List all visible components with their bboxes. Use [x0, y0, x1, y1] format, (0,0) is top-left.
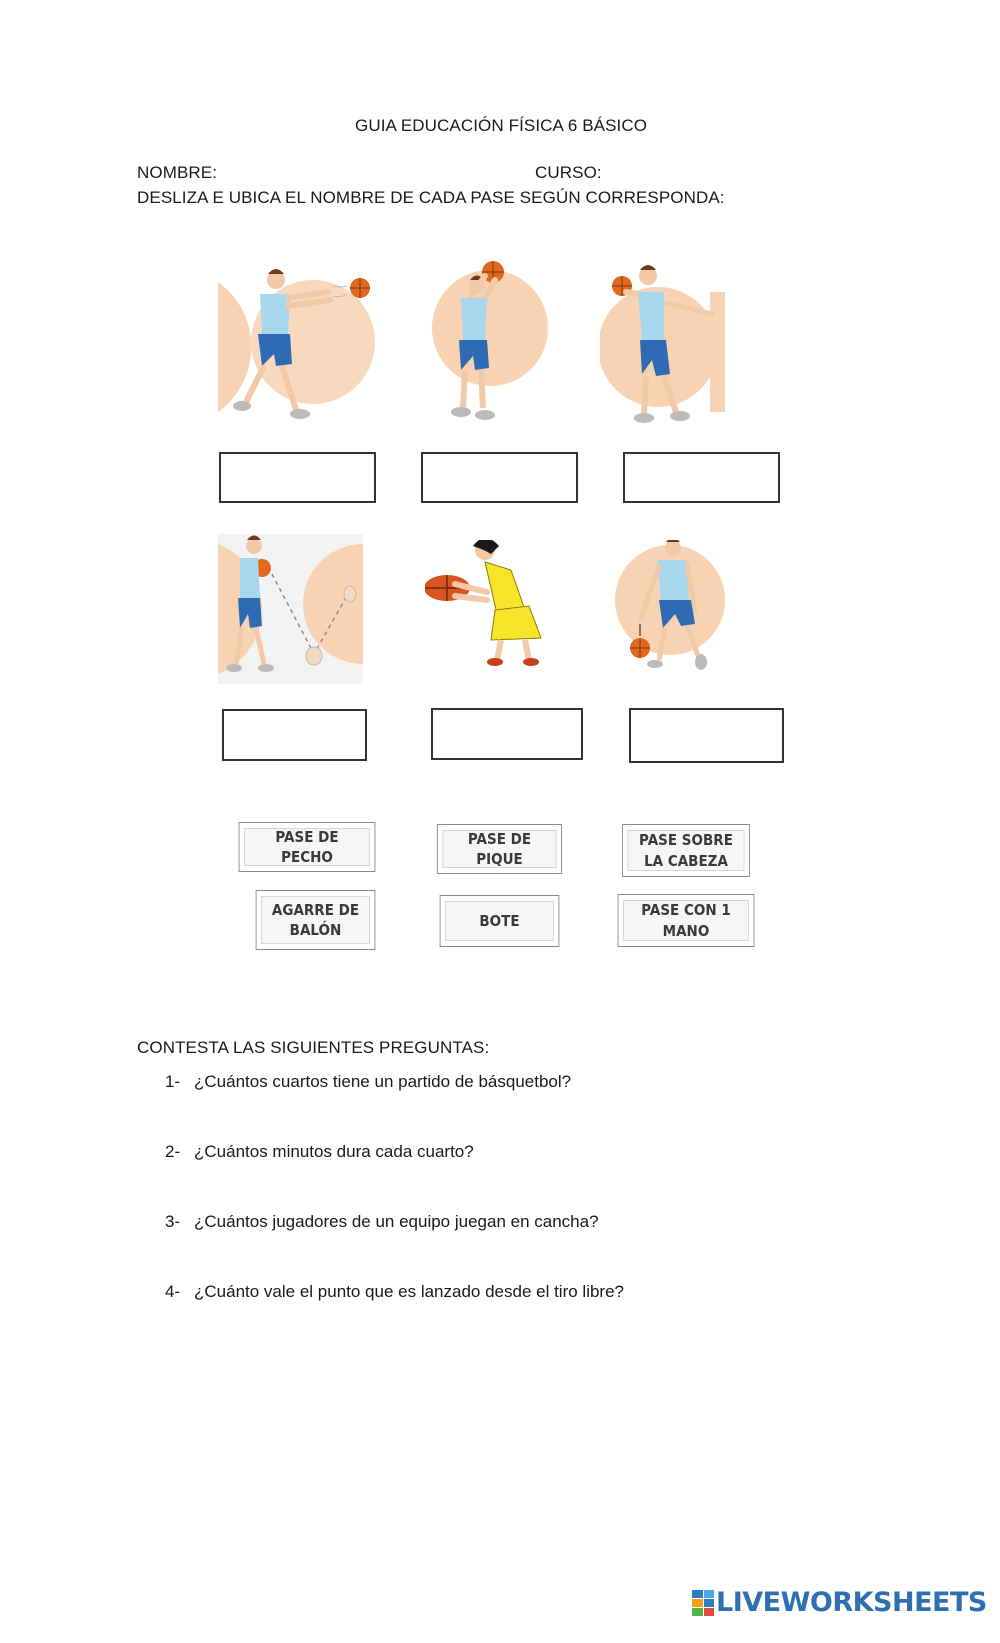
question-2 — [165, 1142, 474, 1162]
word-chip-bote[interactable]: BOTE — [440, 895, 560, 947]
answer-box-1[interactable] — [219, 452, 376, 503]
answer-box-6[interactable] — [629, 708, 784, 763]
question-number: 2- — [165, 1142, 181, 1161]
course-label: CURSO: — [535, 163, 602, 182]
word-chip-agarre-de-balon[interactable]: AGARRE DE BALÓN — [256, 890, 376, 950]
chest-pass-illustration — [218, 262, 378, 432]
questions-heading: CONTESTA LAS SIGUIENTES PREGUNTAS: — [137, 1038, 490, 1057]
word-chip-pase-de-pecho[interactable]: PASE DE PECHO — [239, 822, 376, 872]
question-3 — [165, 1212, 599, 1232]
worksheet-title: GUIA EDUCACIÓN FÍSICA 6 BÁSICO — [355, 116, 648, 135]
instruction-text: DESLIZA E UBICA EL NOMBRE DE CADA PASE SEGÚN CORRESPONDA: — [137, 188, 725, 207]
dribble-illustration — [615, 540, 725, 680]
question-text: ¿Cuántos jugadores de un equipo juegan en cancha? — [194, 1212, 599, 1231]
overhead-pass-illustration — [425, 258, 555, 433]
answer-box-4[interactable] — [222, 709, 367, 761]
question-number: 1- — [165, 1072, 181, 1091]
question-number: 3- — [165, 1212, 181, 1231]
question-4 — [165, 1282, 624, 1302]
name-label: NOMBRE: — [137, 163, 218, 182]
question-text: ¿Cuántos cuartos tiene un partido de básquetbol? — [194, 1072, 572, 1091]
liveworksheets-logo-icon — [692, 1590, 714, 1616]
bounce-pass-illustration — [218, 534, 363, 684]
brand-name: LIVEWORKSHEETS — [716, 1587, 987, 1618]
liveworksheets-logo — [692, 1587, 987, 1618]
word-chip-pase-de-pique[interactable]: PASE DE PIQUE — [437, 824, 562, 874]
ball-grip-illustration — [425, 540, 550, 668]
answer-box-2[interactable] — [421, 452, 578, 503]
question-number: 4- — [165, 1282, 181, 1301]
answer-box-5[interactable] — [431, 708, 583, 760]
question-text: ¿Cuántos minutos dura cada cuarto? — [194, 1142, 474, 1161]
question-1 — [165, 1072, 571, 1092]
question-text: ¿Cuánto vale el punto que es lanzado desde el tiro libre? — [194, 1282, 625, 1301]
word-chip-pase-con-1-mano[interactable]: PASE CON 1 MANO — [618, 894, 755, 947]
word-chip-pase-sobre-la-cabeza[interactable]: PASE SOBRE LA CABEZA — [622, 824, 750, 877]
one-hand-pass-illustration — [600, 262, 725, 432]
answer-box-3[interactable] — [623, 452, 780, 503]
